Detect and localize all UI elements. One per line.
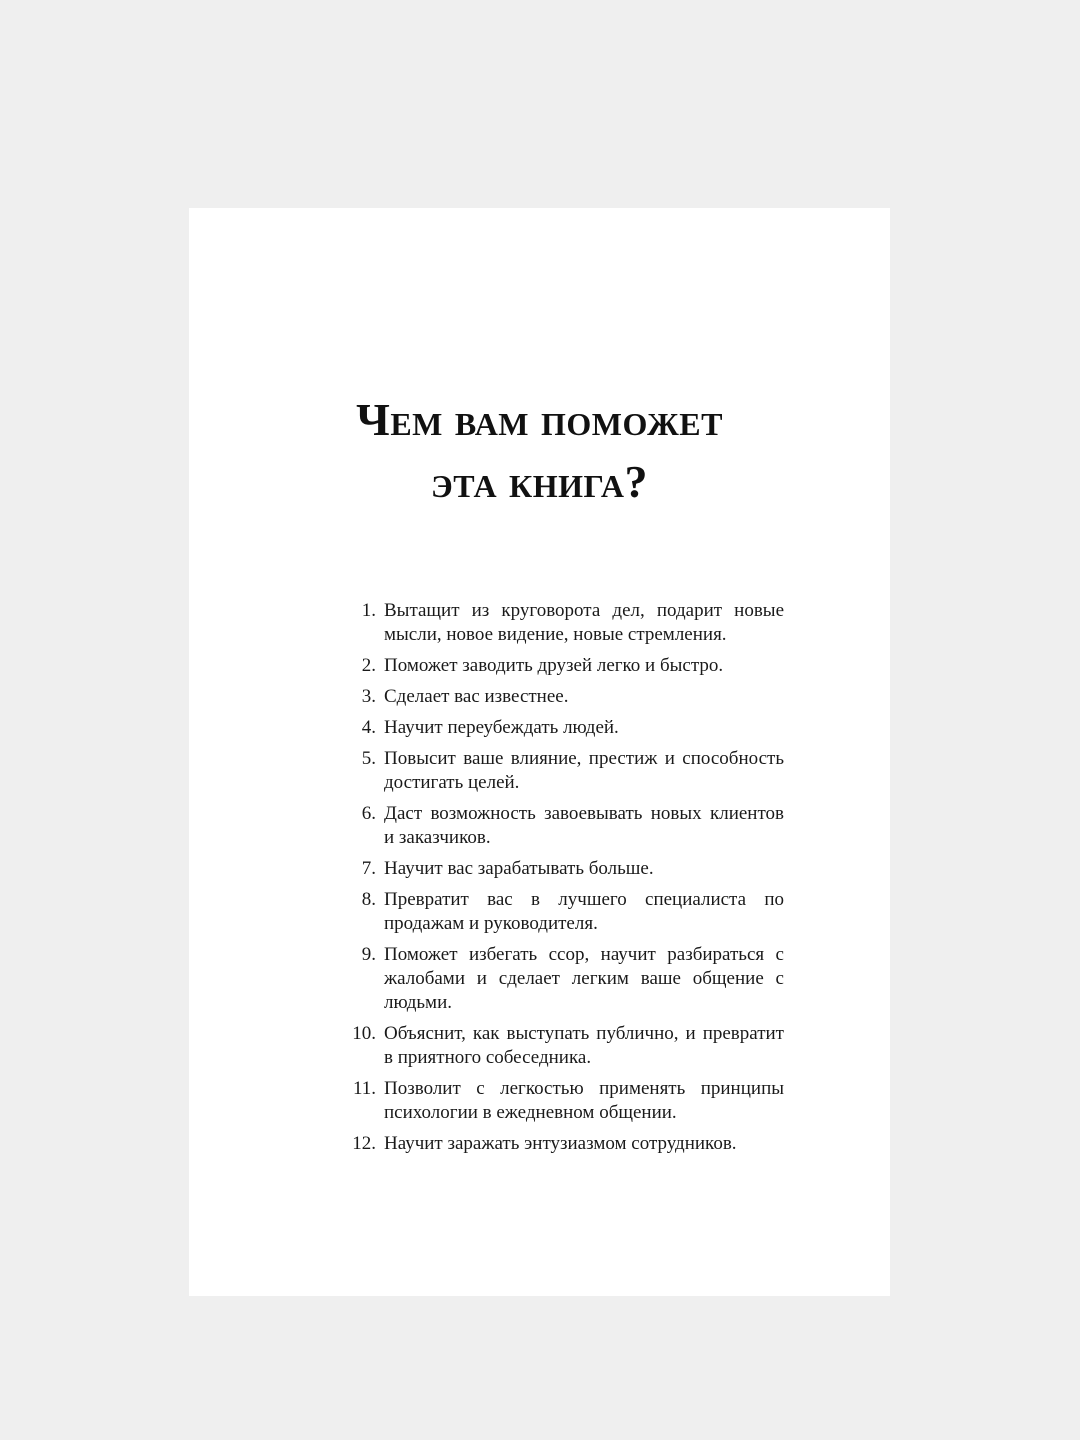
item-number: 8. <box>361 889 376 910</box>
list-item <box>344 888 784 936</box>
item-text: Даст возможность завоевывать новых клиентов и заказчиков. <box>384 803 784 848</box>
list-item <box>344 599 784 647</box>
item-number: 4. <box>361 717 376 738</box>
list-item <box>344 857 784 881</box>
item-text: Превратит вас в лучшего специалиста по продажам и руководителя. <box>384 889 784 934</box>
benefits-list <box>344 599 784 1163</box>
item-number: 3. <box>361 686 376 707</box>
list-item <box>344 943 784 1015</box>
list-item <box>344 654 784 678</box>
item-text: Объяснит, как выступать публично, и превратит в приятного собеседника. <box>384 1023 784 1068</box>
item-text: Поможет избегать ссор, научит разбираться с жалобами и сделает легким ваше общение с людьми. <box>384 944 784 1013</box>
page-title <box>189 389 890 513</box>
item-text: Позволит с легкостью применять принципы психологии в ежедневном общении. <box>384 1078 784 1123</box>
list-item <box>344 716 784 740</box>
list-item <box>344 747 784 795</box>
item-number: 1. <box>361 600 376 621</box>
book-page <box>189 208 890 1296</box>
item-text: Научит вас зарабатывать больше. <box>384 858 654 879</box>
item-text: Научит переубеждать людей. <box>384 717 619 738</box>
item-text: Поможет заводить друзей легко и быстро. <box>384 655 724 676</box>
item-number: 5. <box>361 748 376 769</box>
title-line-2: эта книга? <box>430 455 649 507</box>
item-number: 9. <box>361 944 376 965</box>
item-text: Вытащит из круговорота дел, подарит новые мысли, новое видение, новые стремления. <box>384 600 784 645</box>
list-item <box>344 1022 784 1070</box>
item-number: 6. <box>361 803 376 824</box>
item-number: 11. <box>352 1078 376 1099</box>
item-number: 10. <box>352 1023 376 1044</box>
list-item <box>344 1132 784 1156</box>
item-number: 2. <box>361 655 376 676</box>
list-item <box>344 685 784 709</box>
item-number: 12. <box>352 1133 376 1154</box>
item-text: Повысит ваше влияние, престиж и способность достигать целей. <box>384 748 784 793</box>
item-text: Научит заражать энтузиазмом сотрудников. <box>384 1133 737 1154</box>
list-item <box>344 1077 784 1125</box>
list-item <box>344 802 784 850</box>
title-line-1: Чем вам поможет <box>356 393 723 445</box>
item-number: 7. <box>361 858 376 879</box>
item-text: Сделает вас известнее. <box>384 686 569 707</box>
